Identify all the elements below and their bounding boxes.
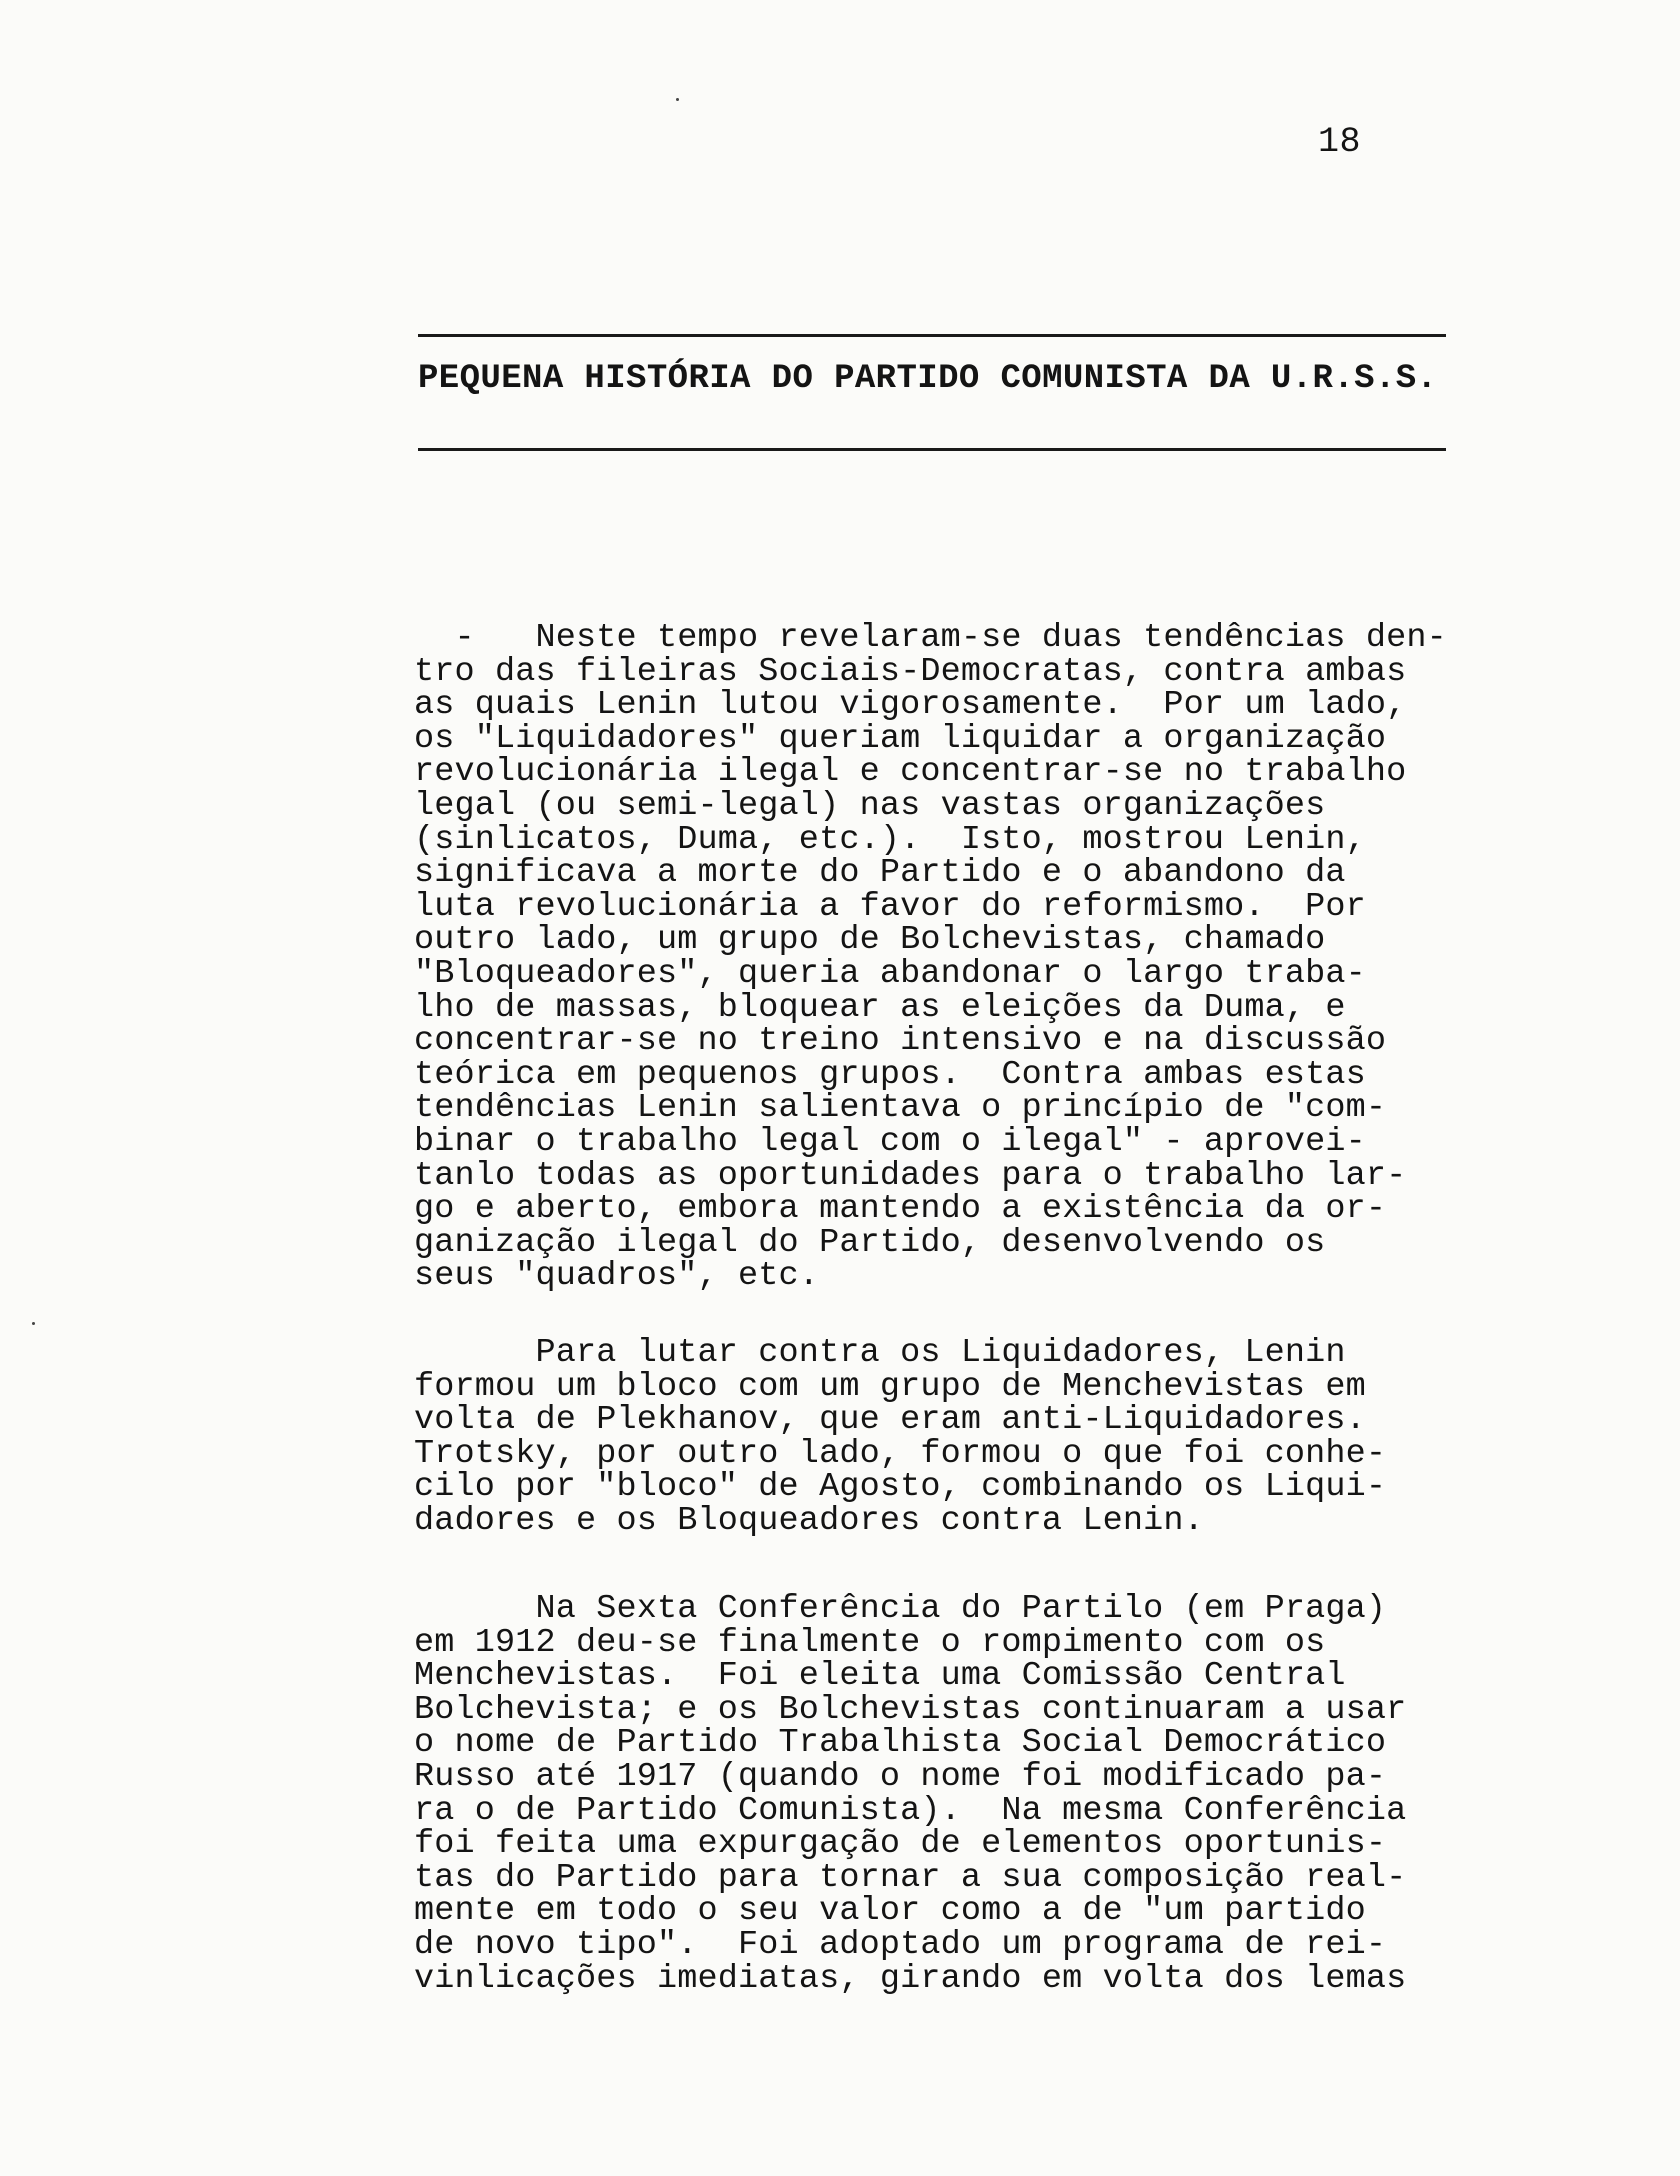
- text-line: vinlicações imediatas, girando em volta dos lemas: [414, 1959, 1407, 1998]
- header-rule-top: [418, 334, 1446, 337]
- text-line: tas do Partido para tornar a sua composição real-: [414, 1858, 1407, 1897]
- text-line: Na Sexta Conferência do Partilo (em Praga): [414, 1590, 1387, 1628]
- text-line: binar o trabalho legal com o ilegal" - aprovei-: [414, 1122, 1366, 1161]
- text-line: significava a morte do Partido e o abandono da: [414, 854, 1346, 893]
- text-line: Trotsky, por outro lado, formou o que foi conhe-: [414, 1434, 1387, 1473]
- text-line: lho de massas, bloquear as eleições da Duma, e: [414, 988, 1346, 1027]
- text-line: tanlo todas as oportunidades para o trabalho lar-: [414, 1156, 1407, 1195]
- text-line: em 1912 deu-se finalmente o rompimento com os: [414, 1623, 1326, 1662]
- text-line: ra o de Partido Comunista). Na mesma Conferência: [414, 1791, 1407, 1830]
- stray-mark: [676, 98, 679, 101]
- page-header-title: PEQUENA HISTÓRIA DO PARTIDO COMUNISTA DA U.R.S.S.: [418, 360, 1438, 398]
- text-line: foi feita uma expurgação de elementos oportunis-: [414, 1825, 1387, 1864]
- text-line: tro das fileiras Sociais-Democratas, contra ambas: [414, 652, 1407, 691]
- text-line: legal (ou semi-legal) nas vastas organizações: [414, 786, 1326, 825]
- text-line: dadores e os Bloqueadores contra Lenin.: [414, 1501, 1204, 1540]
- text-line: Menchevistas. Foi eleita uma Comissão Central: [414, 1657, 1346, 1696]
- paragraph-2: [414, 1334, 1474, 1540]
- text-line: Russo até 1917 (quando o nome foi modificado pa-: [414, 1757, 1387, 1796]
- text-line: (sinlicatos, Duma, etc.). Isto, mostrou Lenin,: [414, 820, 1366, 859]
- text-line: outro lado, um grupo de Bolchevistas, chamado: [414, 921, 1326, 960]
- text-line: formou um bloco com um grupo de Menchevistas em: [414, 1367, 1366, 1406]
- paragraph-1: [414, 619, 1474, 1296]
- text-line: as quais Lenin lutou vigorosamente. Por um lado,: [414, 686, 1407, 725]
- text-line: ganização ilegal do Partido, desenvolvendo os: [414, 1223, 1326, 1262]
- text-line: go e aberto, embora mantendo a existência da or-: [414, 1190, 1387, 1229]
- text-line: "Bloqueadores", queria abandonar o largo traba-: [414, 954, 1366, 993]
- text-line: mente em todo o seu valor como a de "um partido: [414, 1892, 1366, 1931]
- page-number: 18: [1318, 122, 1362, 162]
- text-line: os "Liquidadores" queriam liquidar a organização: [414, 719, 1387, 758]
- text-line: Para lutar contra os Liquidadores, Lenin: [414, 1334, 1346, 1372]
- text-line: volta de Plekhanov, que eram anti-Liquidadores.: [414, 1401, 1366, 1440]
- text-line: o nome de Partido Trabalhista Social Democrático: [414, 1724, 1387, 1763]
- paragraph-3: [414, 1590, 1474, 1998]
- text-line: cilo por "bloco" de Agosto, combinando os Liqui-: [414, 1468, 1387, 1507]
- text-line: tendências Lenin salientava o princípio de "com-: [414, 1089, 1387, 1128]
- text-line: teórica em pequenos grupos. Contra ambas estas: [414, 1055, 1366, 1094]
- header-rule-bottom: [418, 448, 1446, 451]
- text-line: luta revolucionária a favor do reformismo. Por: [414, 887, 1366, 926]
- text-line: revolucionária ilegal e concentrar-se no trabalho: [414, 753, 1407, 792]
- text-line: concentrar-se no treino intensivo e na discussão: [414, 1022, 1387, 1061]
- text-line: seus "quadros", etc.: [414, 1257, 820, 1296]
- text-line: - Neste tempo revelaram-se duas tendências den-: [414, 619, 1447, 657]
- text-line: de novo tipo". Foi adoptado um programa de rei-: [414, 1925, 1387, 1964]
- stray-mark: [32, 1322, 35, 1325]
- text-line: Bolchevista; e os Bolchevistas continuaram a usar: [414, 1690, 1407, 1729]
